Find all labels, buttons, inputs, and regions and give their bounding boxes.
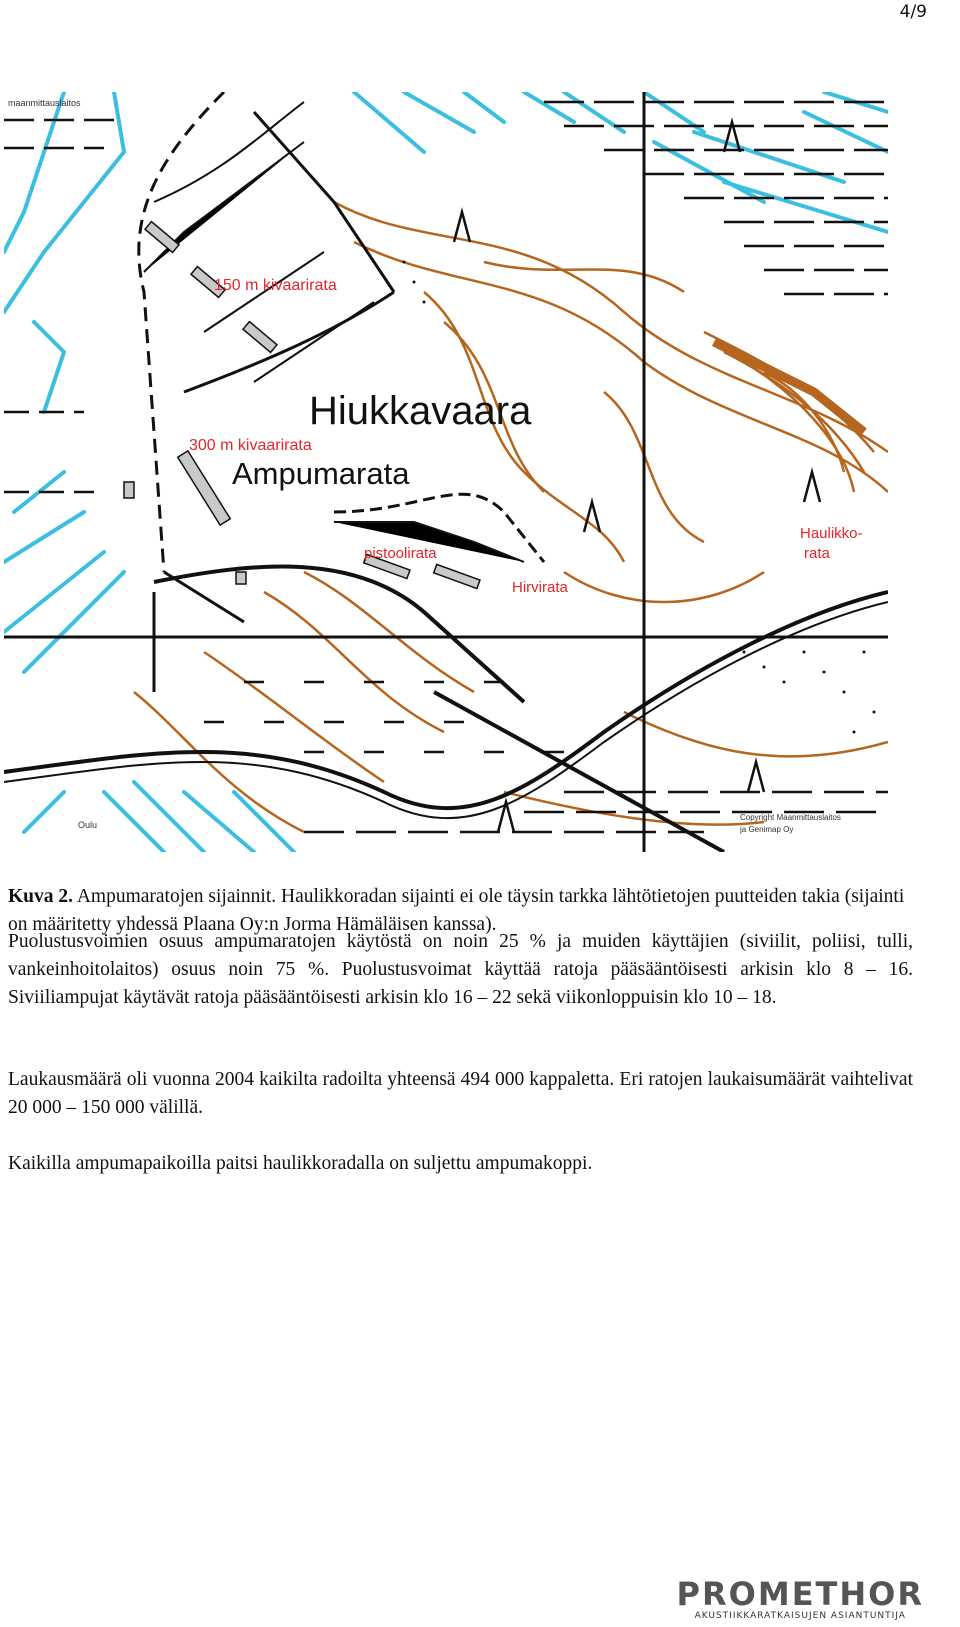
caption-text: Ampumaratojen sijainnit. Haulikkoradan sijainti ei ole täysin tarkka lähtötietojen puutteiden takia (sijainti on määritetty yhdessä Plaana Oy:n Jorma Hämäläisen kanssa). [8, 885, 905, 935]
page-number: 4/9 [899, 2, 927, 22]
logo-tagline: AKUSTIIKKARATKAISUJEN ASIANTUNTIJA [694, 1611, 906, 1621]
map-label-shotgun-range-line1: Haulikko- [800, 525, 863, 542]
logo-name: PROMETHOR [676, 1575, 924, 1613]
company-logo [676, 1575, 924, 1621]
topographic-map [4, 92, 888, 852]
map-copyright-line2: ja Genimap Oy [740, 825, 794, 834]
paragraph-shot-counts: Laukausmäärä oli vuonna 2004 kaikilta radoilta yhteensä 494 000 kappaletta. Eri ratojen laukaisumäärät vaihtelivat 20 000 – 150 000 välillä. [8, 1069, 913, 1118]
map-corner-text-top: maanmittauslaitos [8, 98, 81, 108]
map-label-site: Ampumarata [232, 456, 410, 491]
paragraph-shooting-booth: Kaikilla ampumapaikoilla paitsi haulikkoradalla on suljettu ampumakoppi. [8, 1153, 593, 1174]
paragraph-usage-share: Puolustusvoimien osuus ampumaratojen käytöstä on noin 25 % ja muiden käyttäjien (siviilit, poliisi, tulli, vankeinhoitolaitos) osuus noin 75 %. Puolustusvoimat käyttää ratoja pääsääntöisesti arkisin klo 8 – 16. Siviiliampujat käytävät ratoja pääsääntöisesti arkisin klo 16 – 22 sekä viikonloppuisin klo 10 – 18. [8, 931, 913, 1008]
map-copyright-line1: Copyright Maanmittauslaitos [740, 813, 841, 822]
map-label-moving-target-range: Hirvirata [512, 579, 568, 596]
map-label-150m-range: 150 m kivaarirata [214, 277, 337, 294]
map-corner-text-bottom: Oulu [78, 820, 98, 830]
map-label-pistol-range: pistoolirata [364, 545, 437, 562]
caption-label: Kuva 2. [8, 885, 74, 907]
map-label-300m-range: 300 m kivaarirata [189, 437, 312, 454]
map-label-shotgun-range-line2: rata [804, 545, 830, 562]
map-label-place: Hiukkavaara [309, 389, 532, 433]
